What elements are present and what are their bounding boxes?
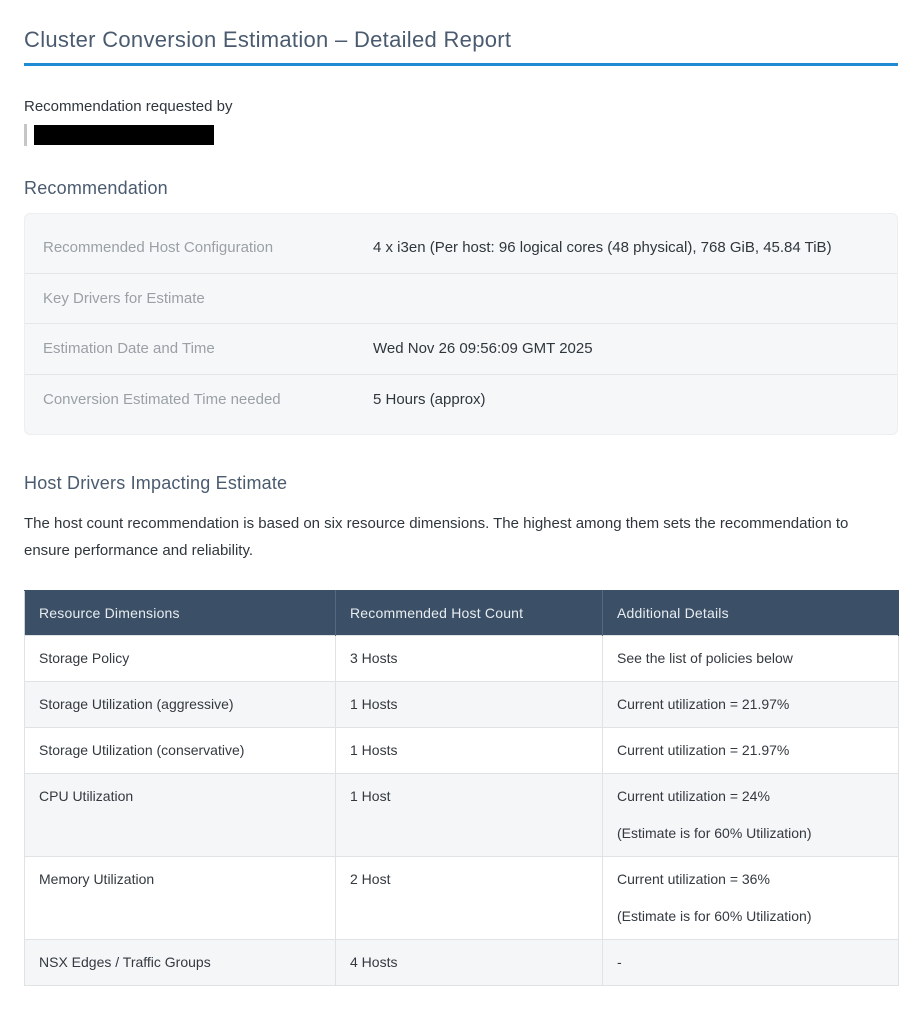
detail-line: Current utilization = 21.97% xyxy=(617,742,790,758)
panel-row-value xyxy=(373,285,879,312)
recommendation-panel xyxy=(24,213,898,435)
panel-row-estimation-date xyxy=(25,324,897,375)
cell-host-count: 4 Hosts xyxy=(336,940,603,986)
panel-row-label: Estimation Date and Time xyxy=(43,340,215,357)
cell-details xyxy=(603,636,899,682)
section-heading-host-drivers: Host Drivers Impacting Estimate xyxy=(24,473,288,493)
cell-host-count: 1 Hosts xyxy=(336,682,603,728)
panel-row-value: Wed Nov 26 09:56:09 GMT 2025 xyxy=(373,340,593,357)
text-cursor xyxy=(24,124,27,146)
cell-dimension: CPU Utilization xyxy=(25,774,336,857)
detail-line: (Estimate is for 60% Utilization) xyxy=(617,908,812,924)
column-header-resource-dimensions: Resource Dimensions xyxy=(25,591,336,636)
table-row-storage-utilization-conservative xyxy=(25,728,899,774)
cell-details xyxy=(603,774,899,857)
requested-by-label: Recommendation requested by xyxy=(24,98,233,115)
cell-dimension: Storage Utilization (conservative) xyxy=(25,728,336,774)
detail-line: Current utilization = 21.97% xyxy=(617,696,790,712)
detail-line: Current utilization = 36% xyxy=(617,871,770,887)
detail-line: Current utilization = 24% xyxy=(617,788,770,804)
table-row-cpu-utilization xyxy=(25,774,899,857)
cell-host-count: 3 Hosts xyxy=(336,636,603,682)
title-divider xyxy=(24,63,898,66)
panel-row-value: 5 Hours (approx) xyxy=(373,391,486,408)
host-drivers-description: The host count recommendation is based on six resource dimensions. The highest among them sets the recommendation to ensure performance and reliability. xyxy=(24,515,849,559)
cell-details xyxy=(603,682,899,728)
table-row-memory-utilization xyxy=(25,857,899,940)
panel-row-value: 4 x i3en (Per host: 96 logical cores (48 physical), 768 GiB, 45.84 TiB) xyxy=(373,239,832,256)
panel-row-label: Key Drivers for Estimate xyxy=(43,290,205,307)
panel-row-conversion-time xyxy=(25,375,897,434)
table-row-storage-policy xyxy=(25,636,899,682)
panel-row-label: Conversion Estimated Time needed xyxy=(43,391,281,408)
detail-line: - xyxy=(617,954,622,970)
cell-dimension: Storage Policy xyxy=(25,636,336,682)
column-header-recommended-host-count: Recommended Host Count xyxy=(336,591,603,636)
detail-line: (Estimate is for 60% Utilization) xyxy=(617,825,812,841)
cell-details xyxy=(603,728,899,774)
panel-row-key-drivers xyxy=(25,274,897,324)
cell-dimension: NSX Edges / Traffic Groups xyxy=(25,940,336,986)
cell-dimension: Storage Utilization (aggressive) xyxy=(25,682,336,728)
cell-details xyxy=(603,857,899,940)
panel-row-host-configuration xyxy=(25,214,897,274)
table-row-nsx-edges-traffic-groups xyxy=(25,940,899,986)
table-row-storage-utilization-aggressive xyxy=(25,682,899,728)
cell-host-count: 1 Hosts xyxy=(336,728,603,774)
page-title: Cluster Conversion Estimation – Detailed Report xyxy=(24,27,512,52)
detail-line: See the list of policies below xyxy=(617,650,793,666)
requester-value xyxy=(24,124,898,146)
redacted-requester-name xyxy=(34,125,214,145)
panel-row-label: Recommended Host Configuration xyxy=(43,239,274,256)
report-content xyxy=(24,26,898,986)
column-header-additional-details: Additional Details xyxy=(603,591,899,636)
section-heading-recommendation: Recommendation xyxy=(24,178,168,198)
host-drivers-table xyxy=(24,590,899,986)
table-header-row xyxy=(25,591,899,636)
cell-host-count: 2 Host xyxy=(336,857,603,940)
cell-dimension: Memory Utilization xyxy=(25,857,336,940)
cell-details xyxy=(603,940,899,986)
cell-host-count: 1 Host xyxy=(336,774,603,857)
